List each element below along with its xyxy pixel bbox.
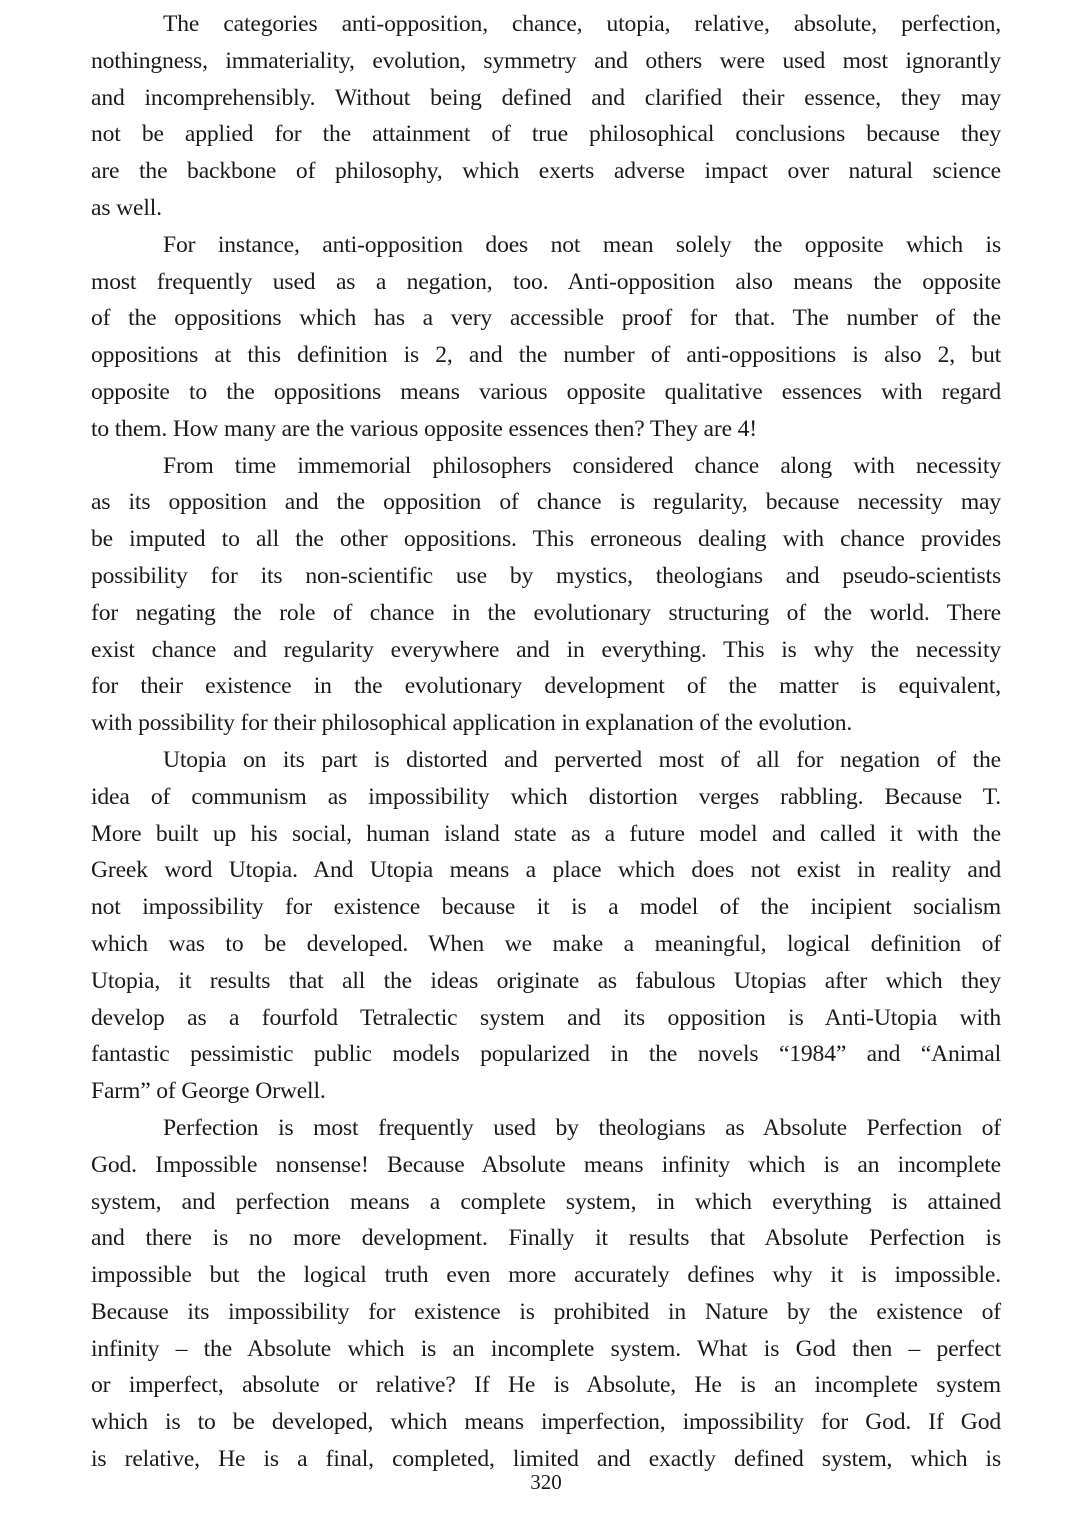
text-line: with possibility for their philosophical application in explanation of the evolution. [91, 710, 853, 737]
text-line: not be applied for the attainment of true philosophical conclusions because they [91, 121, 1001, 148]
text-line: Because its impossibility for existence is prohibited in Nature by the existence of [91, 1298, 1001, 1325]
text-line: for negating the role of chance in the evolutionary structuring of the world. There [91, 599, 1001, 626]
text-line: Greek word Utopia. And Utopia means a place which does not exist in reality and [91, 857, 1001, 884]
text-line: for their existence in the evolutionary development of the matter is equivalent, [91, 673, 1001, 700]
text-line: nothingness, immateriality, evolution, symmetry and others were used most ignorantly [91, 47, 1001, 74]
paragraph [91, 6, 1001, 227]
text-line: which is to be developed, which means imperfection, impossibility for God. If God [91, 1409, 1001, 1436]
text-line: is relative, He is a final, completed, limited and exactly defined system, which is [91, 1446, 1001, 1473]
text-line: of the oppositions which has a very accessible proof for that. The number of the [91, 305, 1001, 332]
text-line: as its opposition and the opposition of chance is regularity, because necessity may [91, 489, 1001, 516]
page-body [91, 6, 1001, 1478]
paragraph [91, 448, 1001, 742]
text-line: system, and perfection means a complete system, in which everything is attained [91, 1188, 1001, 1215]
text-line: are the backbone of philosophy, which exerts adverse impact over natural science [91, 158, 1001, 185]
text-line: as well. [91, 194, 162, 221]
text-line: develop as a fourfold Tetralectic system and its opposition is Anti-Utopia with [91, 1004, 1001, 1031]
paragraph [91, 227, 1001, 448]
text-line: and incomprehensibly. Without being defined and clarified their essence, they may [91, 84, 1001, 111]
text-line: Perfection is most frequently used by theologians as Absolute Perfection of [163, 1114, 1001, 1141]
text-line: impossible but the logical truth even more accurately defines why it is impossible. [91, 1262, 1001, 1289]
text-line: fantastic pessimistic public models popularized in the novels “1984” and “Animal [91, 1041, 1001, 1068]
text-line: opposite to the oppositions means various opposite qualitative essences with regard [91, 378, 1001, 405]
text-line: Farm” of George Orwell. [91, 1078, 326, 1105]
text-line: not impossibility for existence because it is a model of the incipient socialism [91, 894, 1001, 921]
text-line: possibility for its non-scientific use by mystics, theologians and pseudo-scientists [91, 562, 1001, 589]
paragraph [91, 1110, 1001, 1478]
text-line: or imperfect, absolute or relative? If He is Absolute, He is an incomplete system [91, 1372, 1001, 1399]
text-line: Utopia, it results that all the ideas originate as fabulous Utopias after which they [91, 967, 1001, 994]
page-number: 320 [530, 1470, 562, 1494]
text-line: exist chance and regularity everywhere and in everything. This is why the necessity [91, 636, 1001, 663]
text-line: oppositions at this definition is 2, and the number of anti-oppositions is also 2, but [91, 342, 1001, 369]
text-line: be imputed to all the other oppositions. This erroneous dealing with chance provides [91, 526, 1001, 553]
text-line: infinity – the Absolute which is an incomplete system. What is God then – perfect [91, 1335, 1001, 1362]
text-line: The categories anti-opposition, chance, utopia, relative, absolute, perfection, [163, 11, 1001, 37]
text-line: For instance, anti-opposition does not mean solely the opposite which is [163, 231, 1001, 258]
text-line: which was to be developed. When we make a meaningful, logical definition of [91, 930, 1001, 957]
text-line: God. Impossible nonsense! Because Absolute means infinity which is an incomplete [91, 1151, 1001, 1178]
text-line: Utopia on its part is distorted and perverted most of all for negation of the [163, 746, 1001, 773]
text-line: most frequently used as a negation, too. Anti-opposition also means the opposite [91, 268, 1001, 295]
text-line: More built up his social, human island state as a future model and called it with the [91, 820, 1001, 847]
text-line: From time immemorial philosophers considered chance along with necessity [163, 452, 1001, 479]
text-line: and there is no more development. Finally it results that Absolute Perfection is [91, 1225, 1001, 1252]
text-line: idea of communism as impossibility which distortion verges rabbling. Because T. [91, 783, 1001, 810]
paragraph [91, 742, 1001, 1110]
text-line: to them. How many are the various opposite essences then? They are 4! [91, 415, 758, 442]
